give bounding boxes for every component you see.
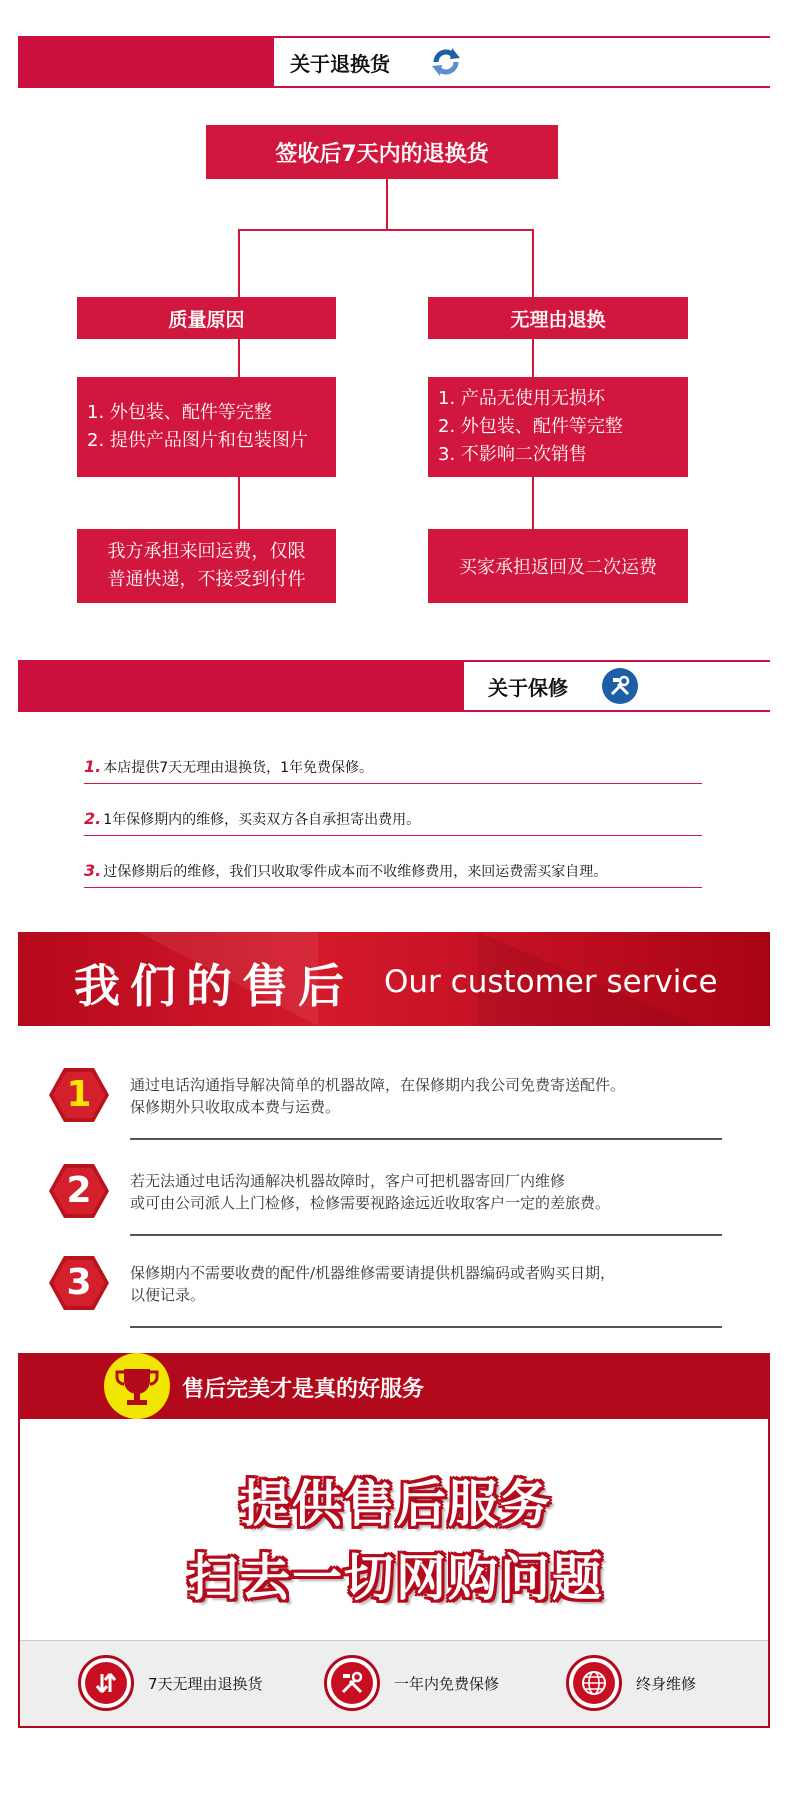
condition-item: 3. 不影响二次销售 (438, 444, 587, 465)
slogan-line: 提供售后服务 (240, 1475, 552, 1533)
warranty-item (84, 860, 702, 888)
service-item (48, 1254, 724, 1334)
service-text (130, 1074, 724, 1118)
service-line: 保修期内不需要收费的配件/机器维修需要请提供机器编码或者购买日期， (130, 1264, 616, 1282)
feature-footer (20, 1640, 768, 1726)
feature-item (78, 1655, 263, 1711)
warranty-item-text: 1年保修期内的维修，买卖双方各自承担寄出费用。 (103, 812, 421, 828)
warranty-section-header (18, 660, 770, 712)
warranty-item (84, 756, 702, 784)
return-section-title: 关于退换货 (290, 52, 390, 76)
feature-label: 一年内免费保修 (394, 1674, 500, 1693)
connector-line (532, 477, 534, 529)
feature-item (324, 1655, 499, 1711)
tools-icon (324, 1655, 380, 1711)
globe-icon (566, 1655, 622, 1711)
no-reason-shipping-note: 买家承担返回及二次运费 (428, 529, 688, 603)
note-line: 普通快递，不接受到付件 (107, 569, 306, 590)
service-line: 若无法通过电话沟通解决机器故障时，客户可把机器寄回厂内维修 (130, 1172, 566, 1190)
no-reason-return-box: 无理由退换 (428, 297, 688, 339)
tools-icon (602, 668, 638, 704)
return-section-header (18, 36, 770, 88)
no-reason-conditions-box (428, 377, 688, 477)
warranty-section-title: 关于保修 (488, 676, 568, 700)
warranty-item-num: 2. (84, 809, 102, 828)
badge-number: 1 (66, 1074, 92, 1115)
condition-item: 2. 外包装、配件等完整 (438, 416, 623, 437)
service-text (130, 1170, 724, 1214)
service-line: 保修期外只收取成本费与运费。 (130, 1098, 341, 1116)
warranty-item-text: 过保修期后的维修，我们只收取零件成本而不收维修费用，来回运费需买家自理。 (103, 864, 608, 880)
after-sales-banner (18, 932, 770, 1026)
note-line: 我方承担来回运费，仅限 (107, 541, 306, 562)
connector-line (532, 229, 534, 297)
badge-number: 3 (66, 1262, 92, 1303)
connector-line (386, 179, 388, 231)
connector-line (532, 339, 534, 377)
feature-label: 终身维修 (636, 1674, 697, 1693)
badge-number: 2 (66, 1170, 92, 1211)
condition-item: 2. 提供产品图片和包装图片 (87, 430, 308, 451)
banner-cn-title: 我们的售后 (74, 959, 354, 1013)
banner-en-title: Our customer service (384, 964, 718, 1000)
slogan-line: 扫去一切网购问题 (188, 1549, 604, 1607)
service-text (130, 1262, 724, 1306)
warranty-item-text: 本店提供7天无理由退换货，1年免费保修。 (103, 760, 374, 776)
top-box: 签收后7天内的退换货 (206, 125, 558, 179)
service-line: 或可由公司派人上门检修，检修需要视路途远近收取客户一定的差旅费。 (130, 1194, 611, 1212)
good-service-title: 售后完美才是真的好服务 (182, 1377, 425, 1402)
trophy-icon (104, 1353, 170, 1419)
warranty-item-num: 3. (84, 861, 102, 880)
return-7day-icon (78, 1655, 134, 1711)
quality-shipping-note (77, 529, 336, 603)
service-line: 通过电话沟通指导解决简单的机器故障，在保修期内我公司免费寄送配件。 (130, 1076, 626, 1094)
connector-line (238, 229, 534, 231)
condition-item: 1. 产品无使用无损坏 (438, 388, 605, 409)
quality-reason-box: 质量原因 (77, 297, 336, 339)
condition-item: 1. 外包装、配件等完整 (87, 402, 272, 423)
connector-line (238, 339, 240, 377)
service-line: 以便记录。 (130, 1286, 206, 1304)
feature-label: 7天无理由退换货 (148, 1674, 263, 1693)
warranty-item-num: 1. (84, 757, 102, 776)
warranty-item (84, 808, 702, 836)
feature-item (566, 1655, 696, 1711)
refresh-icon (428, 44, 464, 80)
service-item (48, 1066, 724, 1146)
connector-line (238, 477, 240, 529)
connector-line (238, 229, 240, 297)
quality-conditions-box (77, 377, 336, 477)
service-item (48, 1162, 724, 1242)
